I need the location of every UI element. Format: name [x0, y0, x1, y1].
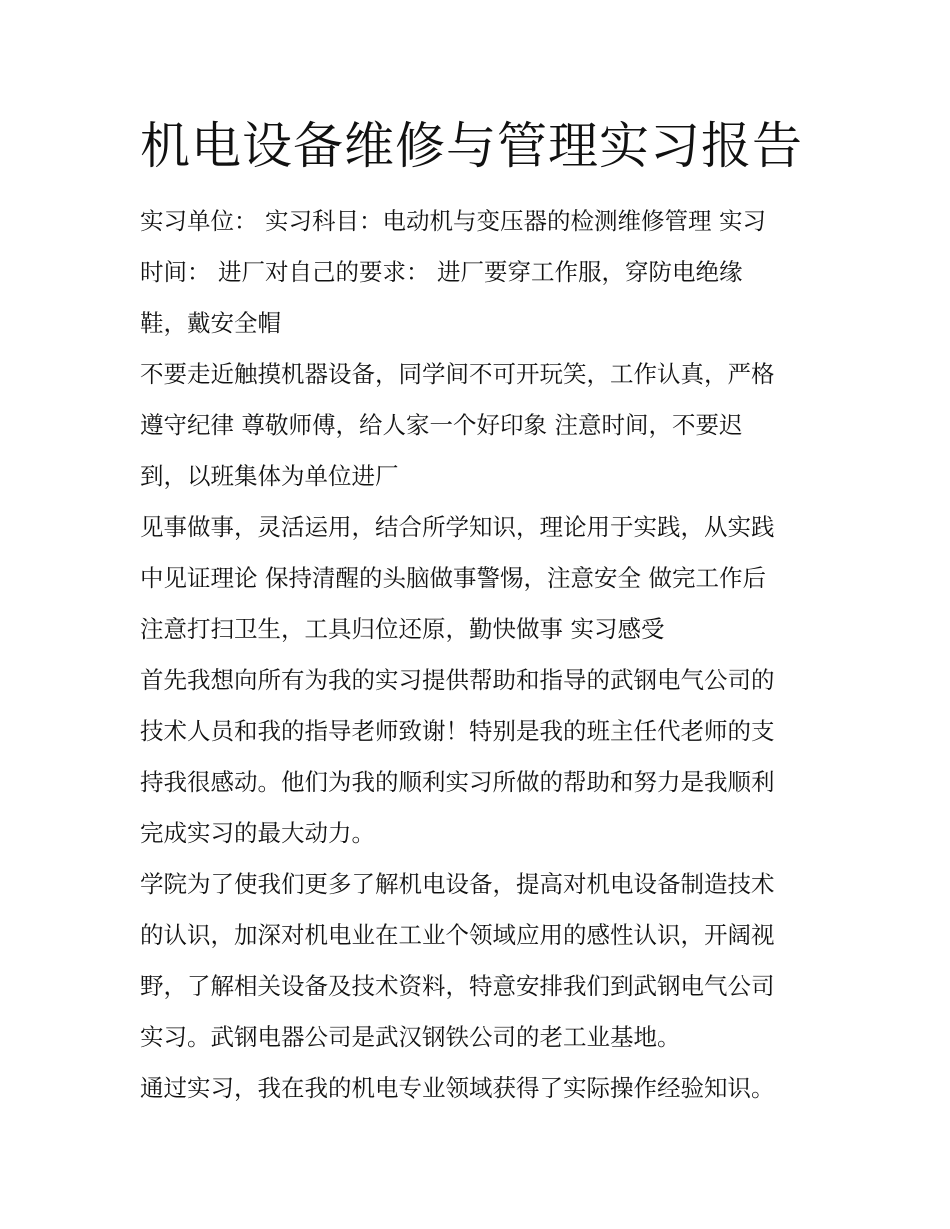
body-line: 见事做事，灵活运用，结合所学知识，理论用于实践，从实践 — [140, 513, 775, 541]
body-line: 首先我想向所有为我的实习提供帮助和指导的武钢电气公司的 — [140, 666, 775, 694]
body-line: 实习。武钢电器公司是武汉钢铁公司的老工业基地。 — [140, 1023, 681, 1051]
body-line: 不要走近触摸机器设备，同学间不可开玩笑，工作认真，严格 — [140, 360, 775, 388]
body-line: 时间： 进厂对自己的要求： 进厂要穿工作服，穿防电绝缘 — [140, 258, 743, 286]
body-line: 遵守纪律 尊敬师傅，给人家一个好印象 注意时间，不要迟 — [140, 411, 743, 439]
body-line: 技术人员和我的指导老师致谢！特别是我的班主任代老师的支 — [140, 717, 775, 745]
body-line: 野，了解相关设备及技术资料，特意安排我们到武钢电气公司 — [140, 972, 775, 1000]
document-body — [140, 196, 830, 1114]
body-line: 通过实习，我在我的机电专业领域获得了实际操作经验知识。 — [140, 1074, 775, 1102]
body-line: 实习单位： 实习科目：电动机与变压器的检测维修管理 实习 — [140, 207, 766, 235]
body-line: 注意打扫卫生，工具归位还原，勤快做事 实习感受 — [140, 615, 665, 643]
body-line: 完成实习的最大动力。 — [140, 819, 375, 847]
body-line: 鞋，戴安全帽 — [140, 309, 281, 337]
body-line: 学院为了使我们更多了解机电设备，提高对机电设备制造技术 — [140, 870, 775, 898]
document-title: 机电设备维修与管理实习报告 — [140, 117, 803, 175]
body-line: 到，以班集体为单位进厂 — [140, 462, 399, 490]
body-line: 的认识，加深对机电业在工业个领域应用的感性认识，开阔视 — [140, 921, 775, 949]
body-line: 中见证理论 保持清醒的头脑做事警惕，注意安全 做完工作后 — [140, 564, 766, 592]
body-line: 持我很感动。他们为我的顺利实习所做的帮助和努力是我顺利 — [140, 768, 775, 796]
